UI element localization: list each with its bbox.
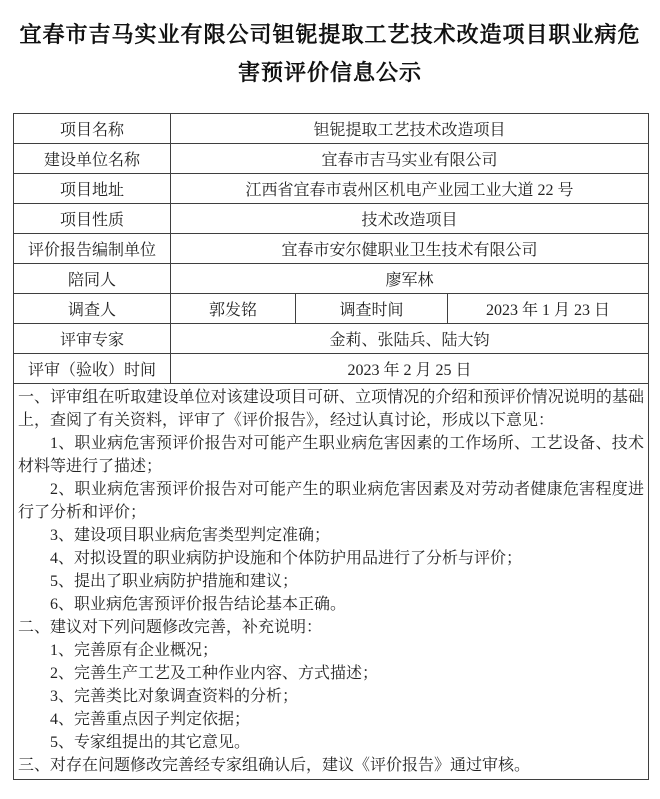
row-value: 2023 年 2 月 25 日 (171, 354, 649, 384)
row-value: 江西省宜春市袁州区机电产业园工业大道 22 号 (171, 174, 649, 204)
table-row-review-time (14, 354, 649, 384)
opinion-line: 4、完善重点因子判定依据； (50, 711, 251, 728)
row-value: 技术改造项目 (171, 204, 649, 234)
opinion-line: 1、职业病危害预评价报告对可能产生职业病危害因素的工作场所、工艺设备、技术材料等进行了描述； (18, 435, 645, 475)
table-row-accompanying-person (14, 264, 649, 294)
table-row-review-opinion (14, 384, 649, 780)
row-value: 廖军林 (171, 264, 649, 294)
opinion-line: 6、职业病危害预评价报告结论基本正确。 (50, 596, 347, 613)
row-value: 金莉、张陆兵、陆大钧 (171, 324, 649, 354)
opinion-line: 5、专家组提出的其它意见。 (50, 734, 251, 751)
row-value-2: 2023 年 1 月 23 日 (448, 294, 649, 324)
table-row-project-name (14, 114, 649, 144)
table-row-project-nature (14, 204, 649, 234)
opinion-line: 二、建议对下列问题修改完善，补充说明： (18, 619, 323, 636)
row-label: 项目名称 (14, 114, 171, 144)
row-label: 调查人 (14, 294, 171, 324)
opinion-line: 2、职业病危害预评价报告对可能产生的职业病危害因素及对劳动者健康危害程度进行了分析和评价； (18, 481, 645, 521)
row-value: 宜春市吉马实业有限公司 (171, 144, 649, 174)
opinion-line: 5、提出了职业病防护措施和建议； (50, 573, 299, 590)
table-row-investigator (14, 294, 649, 324)
row-label: 评审（验收）时间 (14, 354, 171, 384)
notice-table (13, 113, 649, 780)
table-row-project-address (14, 174, 649, 204)
row-label: 项目地址 (14, 174, 171, 204)
row-value: 宜春市安尔健职业卫生技术有限公司 (171, 234, 649, 264)
table-row-construction-unit (14, 144, 649, 174)
table-row-review-experts (14, 324, 649, 354)
table-row-report-compiler (14, 234, 649, 264)
row-label-2: 调查时间 (296, 294, 448, 324)
row-label: 项目性质 (14, 204, 171, 234)
page-title-line-2: 害预评价信息公示 (237, 60, 422, 85)
row-label: 建设单位名称 (14, 144, 171, 174)
opinion-line: 2、完善生产工艺及工种作业内容、方式描述； (50, 665, 379, 682)
opinion-line: 一、评审组在听取建设单位对该建设项目可研、立项情况的介绍和预评价情况说明的基础上，查阅了有关资料，评审了《评价报告》，经过认真讨论，形成以下意见： (18, 389, 645, 429)
opinion-line: 4、对拟设置的职业病防护设施和个体防护用品进行了分析与评价； (50, 550, 523, 567)
row-value: 钽铌提取工艺技术改造项目 (171, 114, 649, 144)
row-label: 评审专家 (14, 324, 171, 354)
review-opinion-text (14, 384, 649, 780)
page-title (0, 0, 660, 92)
row-label: 评价报告编制单位 (14, 234, 171, 264)
row-value: 郭发铭 (171, 294, 296, 324)
opinion-line: 3、建设项目职业病危害类型判定准确； (50, 527, 331, 544)
page-title-line-1: 宜春市吉马实业有限公司钽铌提取工艺技术改造项目职业病危 (19, 22, 641, 47)
opinion-line: 3、完善类比对象调查资料的分析； (50, 688, 299, 705)
row-label: 陪同人 (14, 264, 171, 294)
opinion-line: 1、完善原有企业概况； (50, 642, 219, 659)
opinion-line: 三、对存在问题修改完善经专家组确认后，建议《评价报告》通过审核。 (18, 757, 531, 774)
